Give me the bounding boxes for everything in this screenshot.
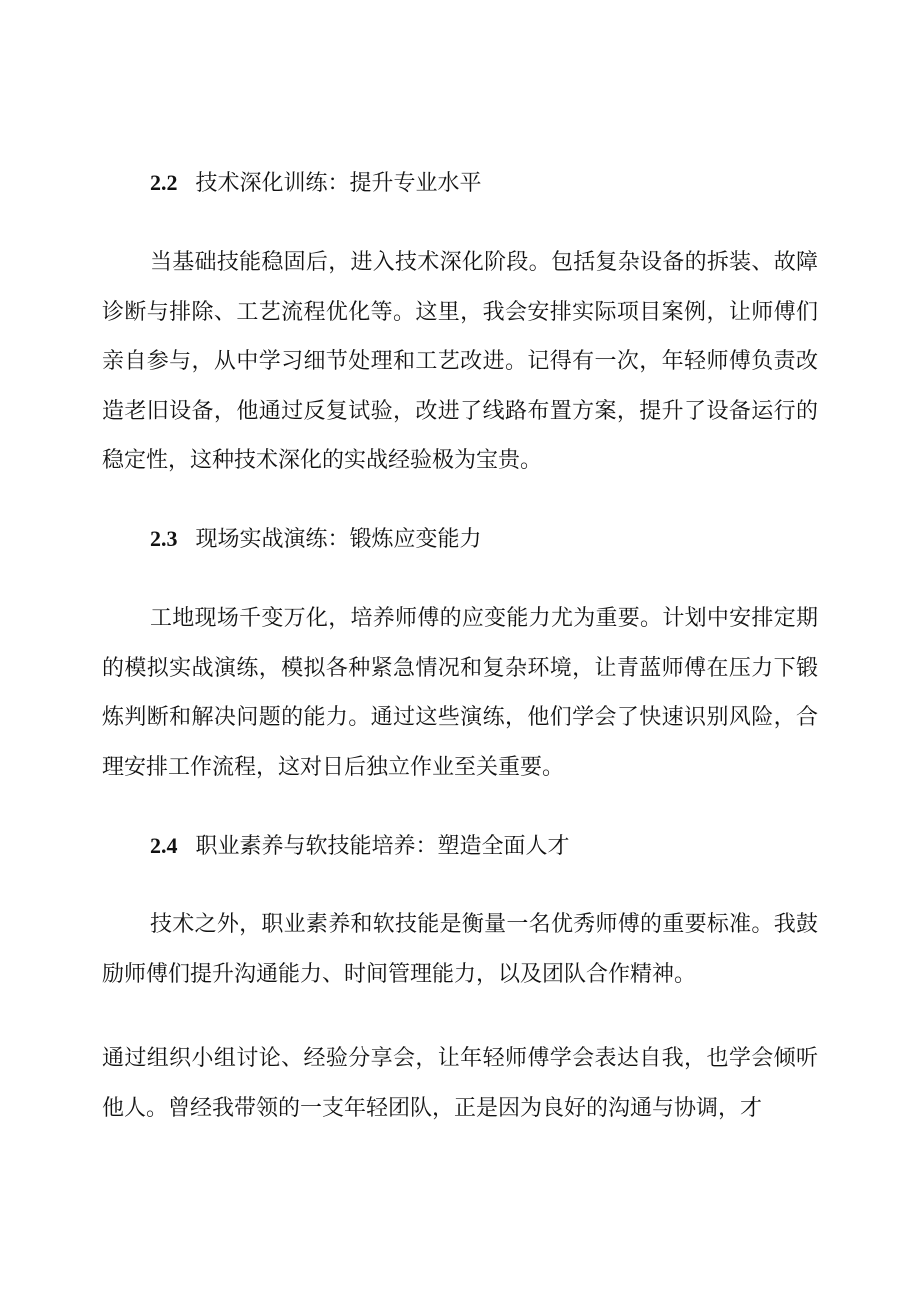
section-number: 2.2 <box>150 170 178 195</box>
section-number: 2.3 <box>150 526 178 551</box>
section-title: 职业素养与软技能培养：塑造全面人才 <box>195 834 570 859</box>
section-paragraph-2-3: 工地现场千变万化，培养师傅的应变能力尤为重要。计划中安排定期的模拟实战演练，模拟各种紧急情况和复杂环境，让青蓝师傅在压力下锻炼判断和解决问题的能力。通过这些演练，他们学会了快速识别风险，合理安排工作流程，这对日后独立作业至关重要。 <box>102 606 818 780</box>
section-heading-2-3 <box>150 524 482 555</box>
section-paragraph-2-2: 当基础技能稳固后，进入技术深化阶段。包括复杂设备的拆装、故障诊断与排除、工艺流程优化等。这里，我会安排实际项目案例，让师傅们亲自参与，从中学习细节处理和工艺改进。记得有一次，年轻师傅负责改造老旧设备，他通过反复试验，改进了线路布置方案，提升了设备运行的稳定性，这种技术深化的实战经验极为宝贵。 <box>102 250 818 473</box>
section-title: 现场实战演练：锻炼应变能力 <box>195 527 482 552</box>
section-paragraph-2-4-continued: 通过组织小组讨论、经验分享会，让年轻师傅学会表达自我，也学会倾听他人。曾经我带领的一支年轻团队，正是因为良好的沟通与协调，才 <box>102 1046 818 1121</box>
section-heading-2-4 <box>150 831 570 862</box>
section-paragraph-2-4: 技术之外，职业素养和软技能是衡量一名优秀师傅的重要标准。我鼓励师傅们提升沟通能力、时间管理能力，以及团队合作精神。 <box>102 912 818 987</box>
section-number: 2.4 <box>150 833 178 858</box>
section-heading-2-2 <box>150 168 482 199</box>
section-title: 技术深化训练：提升专业水平 <box>195 171 482 196</box>
